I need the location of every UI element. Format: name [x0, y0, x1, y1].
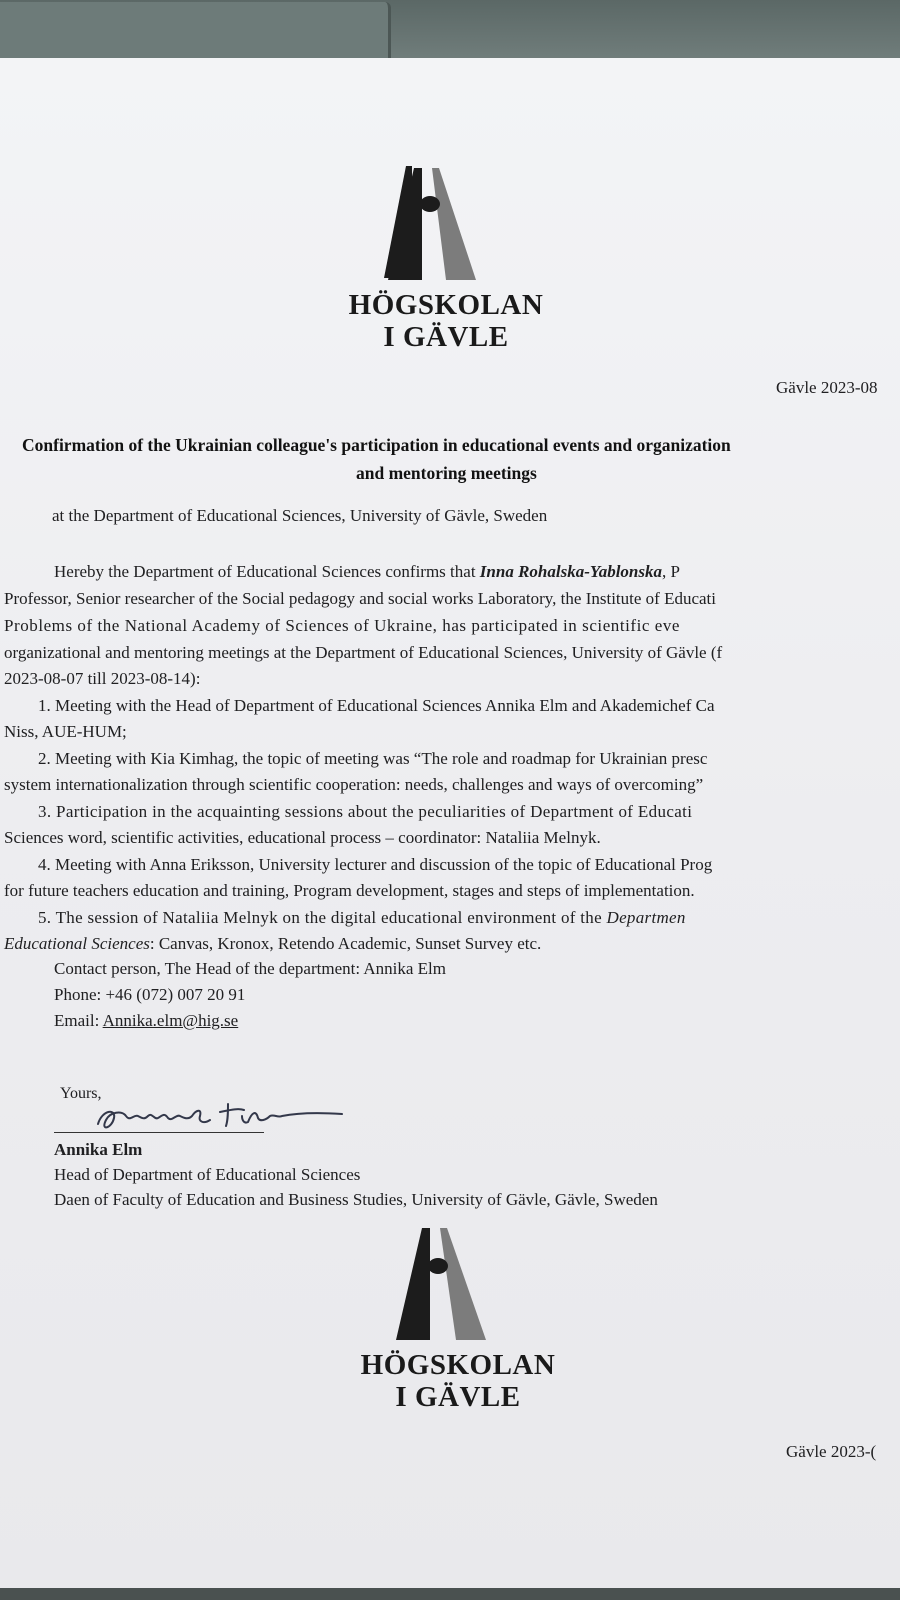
document-title-line-1: Confirmation of the Ukrainian colleague's participation in educational events and organization	[22, 435, 731, 455]
document-subtitle: at the Department of Educational Sciences, University of Gävle, Sweden	[52, 506, 548, 525]
logo-line-1-bottom: HÖGSKOLAN	[360, 1349, 556, 1381]
item-2-line-2: system internationalization through scientific cooperation: needs, challenges and ways of overcoming”	[4, 775, 704, 794]
contact-email-row	[54, 1011, 238, 1031]
item-1-line-1: 1. Meeting with the Head of Department of Educational Sciences Annika Elm and Akademichef Ca	[38, 696, 715, 715]
document-title-line-2: and mentoring meetings	[356, 463, 537, 483]
contact-email-label: Email:	[54, 1011, 103, 1030]
background-bottom	[0, 1588, 900, 1600]
logo-line-2-bottom: I GÄVLE	[395, 1381, 521, 1413]
intro-text: Hereby the Department of Educational Sciences confirms that	[54, 562, 480, 581]
signer-name: Annika Elm	[54, 1140, 143, 1159]
item-3-line-1: 3. Participation in the acquainting sessions about the peculiarities of Department of Educati	[38, 802, 693, 821]
item-5-line-2	[4, 934, 541, 954]
date-top: Gävle 2023-08	[776, 378, 878, 397]
logo-emblem-icon	[362, 1226, 582, 1354]
item-3-line-2: Sciences word, scientific activities, educational process – coordinator: Nataliia Melnyk.	[4, 828, 601, 847]
item-5-line-1	[38, 908, 686, 928]
signer-role-2: Daen of Faculty of Education and Business Studies, University of Gävle, Gävle, Sweden	[54, 1190, 658, 1209]
item-4-line-1: 4. Meeting with Anna Eriksson, University lecturer and discussion of the topic of Educational Prog	[38, 855, 713, 874]
document-page	[0, 58, 900, 1592]
item-2-line-1: 2. Meeting with Kia Kimhag, the topic of meeting was “The role and roadmap for Ukrainian presc	[38, 749, 708, 768]
logo-line-2: I GÄVLE	[383, 321, 509, 353]
intro-text-end: , P	[661, 562, 680, 581]
intro-line-4: organizational and mentoring meetings at the Department of Educational Sciences, University of Gävle (f	[4, 643, 723, 662]
intro-line-3: Problems of the National Academy of Sciences of Ukraine, has participated in scientific eve	[4, 616, 681, 635]
contact-phone: Phone: +46 (072) 007 20 91	[54, 985, 246, 1004]
item-5-italic: Departmen	[606, 908, 686, 927]
intro-line-2: Professor, Senior researcher of the Social pedagogy and social works Laboratory, the Institute of Educati	[4, 589, 716, 608]
contact-email-link[interactable]: Annika.elm@hig.se	[102, 1011, 239, 1030]
university-logo-bottom	[362, 1226, 582, 1466]
closing: Yours,	[60, 1085, 102, 1102]
item-1-line-2: Niss, AUE-HUM;	[4, 722, 127, 741]
item-5-italic-2: Educational Sciences	[4, 934, 150, 953]
item-5-text: 5. The session of Nataliia Melnyk on the digital educational environment of the	[38, 908, 607, 927]
item-5-text-2: : Canvas, Kronox, Retendo Academic, Sunset Survey etc.	[149, 934, 542, 953]
date-bottom: Gävle 2023-(	[786, 1442, 877, 1461]
logo-emblem-icon	[354, 166, 574, 296]
contact-person: Contact person, The Head of the department: Annika Elm	[54, 959, 446, 978]
handwritten-signature	[92, 1090, 352, 1140]
signer-role-1: Head of Department of Educational Sciences	[54, 1165, 361, 1184]
participant-name: Inna Rohalska-Yablonska	[479, 562, 662, 581]
university-logo-top	[348, 166, 574, 416]
intro-line-1	[54, 562, 680, 582]
intro-line-5: 2023-08-07 till 2023-08-14):	[4, 669, 201, 688]
item-4-line-2: for future teachers education and training, Program development, stages and steps of implementation.	[4, 881, 695, 900]
logo-line-1: HÖGSKOLAN	[348, 289, 544, 321]
